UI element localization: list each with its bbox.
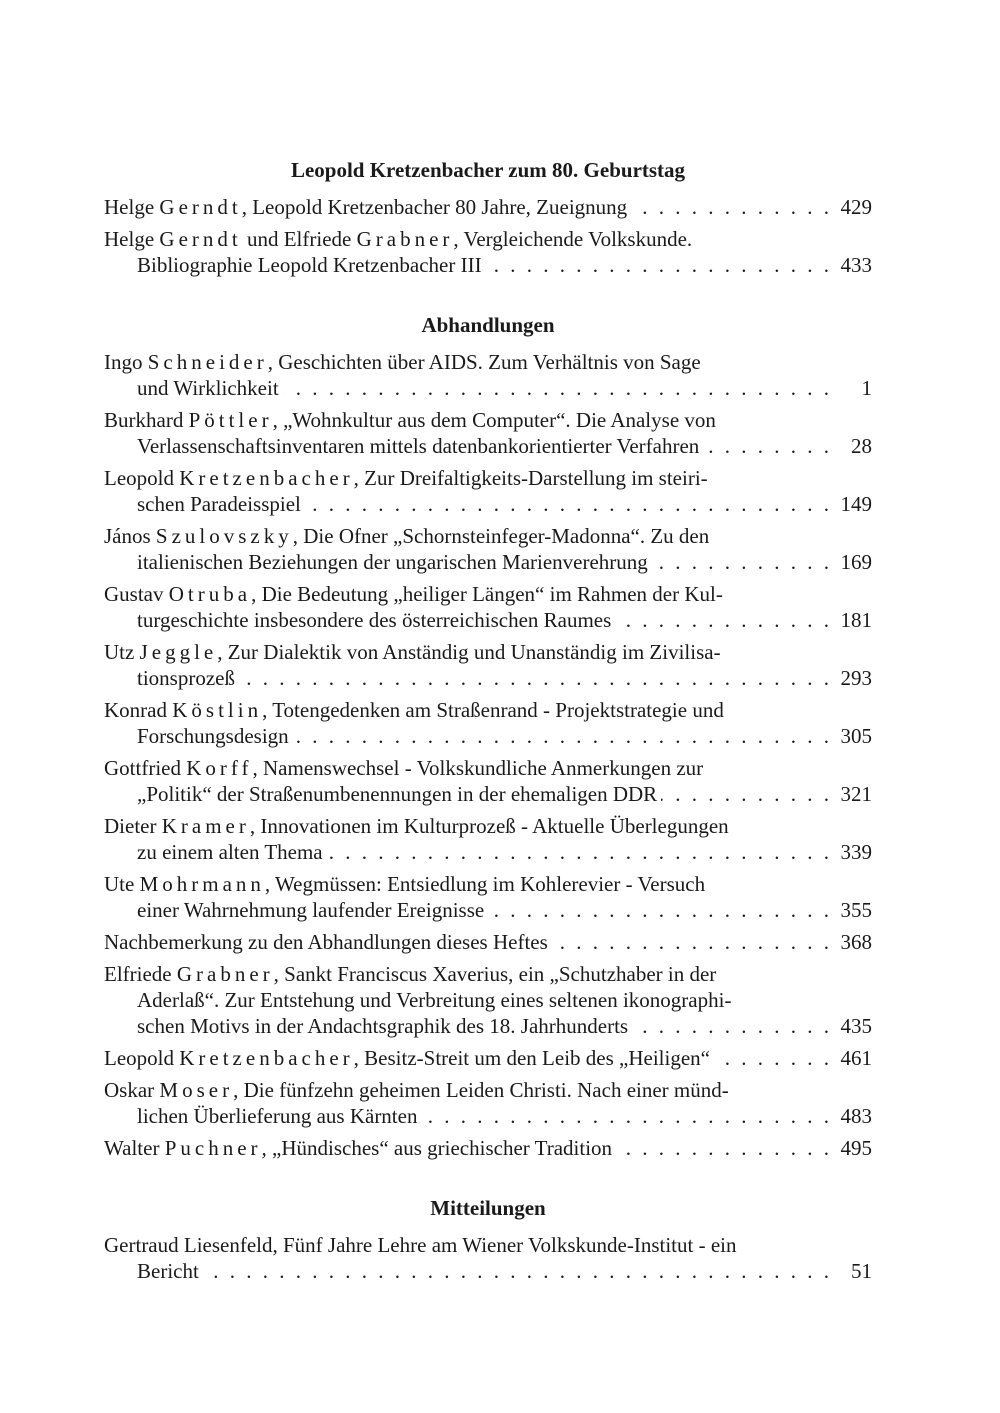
entry-line [104, 1135, 872, 1161]
dot-leader [488, 897, 832, 923]
entry-text [104, 755, 703, 781]
author-first-name: Ute [104, 872, 135, 896]
entry-text [104, 226, 692, 252]
author-surname: Gerndt [159, 227, 242, 251]
entry-line [104, 697, 872, 723]
entry-text [137, 723, 289, 749]
author-surname: Pöttler [188, 408, 273, 432]
dot-leader [283, 375, 832, 401]
dot-leader [421, 1103, 832, 1129]
entry-title: zu einem alten Thema [137, 840, 323, 864]
entry-title: , Leopold Kretzenbacher 80 Jahre, Zueignung [241, 195, 628, 219]
entry-text [137, 549, 648, 575]
entry-text [104, 813, 729, 839]
author-surname: Szulovszky [155, 524, 293, 548]
author-first-name: Dieter [104, 814, 157, 838]
toc-entry [104, 639, 872, 691]
author-surname: Moser [159, 1078, 234, 1102]
entry-line [104, 1258, 872, 1284]
entry-line [104, 1045, 872, 1071]
entry-title: , „Hündisches“ aus griechischer Tradition [261, 1136, 613, 1160]
dot-leader [661, 781, 832, 807]
entry-line [104, 433, 872, 459]
entry-title: , Innovationen im Kulturprozeß - Aktuelle Überlegungen [249, 814, 729, 838]
page-number: 1 [861, 376, 872, 400]
entry-line [104, 549, 872, 575]
author-first-name: Leopold [104, 466, 174, 490]
entry-title: , „Wohnkultur aus dem Computer“. Die Analyse von [272, 408, 716, 432]
dot-leader [632, 1013, 832, 1039]
toc-entry [104, 697, 872, 749]
toc-entry [104, 226, 872, 278]
entry-text [104, 407, 716, 433]
page-number: 461 [840, 1046, 872, 1070]
entry-title: , Die fünfzehn geheimen Leiden Christi. Nach einer münd- [233, 1078, 729, 1102]
page-number: 169 [840, 550, 872, 574]
toc-entry [104, 1232, 872, 1284]
author-surname: Kramer [161, 814, 250, 838]
author-first-name: Konrad [104, 698, 167, 722]
author-first-name: Burkhard [104, 408, 184, 432]
entry-text [137, 1013, 628, 1039]
entry-text [104, 697, 724, 723]
entry-text [104, 871, 705, 897]
dot-leader [714, 1045, 832, 1071]
entry-text [137, 897, 484, 923]
page-number: 149 [840, 492, 872, 516]
page-number: 321 [840, 782, 872, 806]
entry-text [137, 1258, 199, 1284]
entry-title: , Zur Dialektik von Anständig und Unanständig im Zivilisa- [217, 640, 721, 664]
entry-text [104, 465, 708, 491]
entry-line [104, 781, 872, 807]
entry-title: Bibliographie Leopold Kretzenbacher III [137, 253, 482, 277]
author-surname: Schneider [147, 350, 268, 374]
entry-line [104, 755, 872, 781]
entry-text [104, 639, 721, 665]
dot-leader [552, 929, 832, 955]
author-first-name: Elfriede [104, 962, 172, 986]
entry-text [104, 1232, 736, 1258]
page-number: 293 [840, 666, 872, 690]
entry-text [104, 1045, 710, 1071]
page-number: 305 [840, 724, 872, 748]
toc-entry [104, 465, 872, 517]
entry-title: , Sankt Franciscus Xaverius, ein „Schutzhaber in der [273, 962, 717, 986]
page-number: 339 [840, 840, 872, 864]
entry-title: italienischen Beziehungen der ungarischen Marienverehrung [137, 550, 648, 574]
entry-text [137, 375, 279, 401]
entry-line [104, 252, 872, 278]
entry-title: einer Wahrnehmung laufender Ereignisse [137, 898, 485, 922]
entry-line [104, 665, 872, 691]
entry-line [104, 581, 872, 607]
toc-entry [104, 929, 872, 955]
entry-title: Nachbemerkung zu den Abhandlungen dieses Heftes [104, 930, 548, 954]
author-surname: Puchner [164, 1136, 262, 1160]
author-first-name: Helge [104, 227, 155, 251]
entry-title: Forschungsdesign [137, 724, 289, 748]
author-surname: Grabner [176, 962, 274, 986]
section-heading: Mitteilungen [430, 1196, 546, 1220]
entry-title: , Vergleichende Volkskunde. [453, 227, 693, 251]
toc-entry [104, 523, 872, 575]
entry-title: und Wirklichkeit [137, 376, 279, 400]
author-surname: Korff [186, 756, 253, 780]
dot-leader [293, 723, 832, 749]
entry-line [104, 639, 872, 665]
page-number: 429 [840, 195, 872, 219]
dot-leader [631, 194, 832, 220]
entry-text [104, 1135, 612, 1161]
author-surname: Mohrmann [139, 872, 265, 896]
entry-title: lichen Überlieferung aus Kärnten [137, 1104, 418, 1128]
toc-section [104, 157, 872, 278]
section-heading: Abhandlungen [421, 313, 555, 337]
author-surname: Kretzenbacher [179, 466, 354, 490]
page-number: 28 [851, 434, 872, 458]
entry-line [104, 929, 872, 955]
page-number: 435 [840, 1014, 872, 1038]
entry-title: , Geschichten über AIDS. Zum Verhältnis von Sage [267, 350, 701, 374]
entry-title: schen Motivs in der Andachtsgraphik des 18. Jahrhunderts [137, 1014, 629, 1038]
entry-title: , Namenswechsel - Volkskundliche Anmerkungen zur [252, 756, 704, 780]
entry-line [104, 407, 872, 433]
entry-line [104, 723, 872, 749]
entry-text [137, 781, 657, 807]
entry-text [137, 987, 731, 1013]
entry-text [104, 194, 627, 220]
author-first-name: Gottfried [104, 756, 181, 780]
author-first-name: Ingo [104, 350, 143, 374]
toc-entry [104, 1045, 872, 1071]
entry-text [104, 523, 709, 549]
dot-leader [703, 433, 832, 459]
entry-line [104, 465, 872, 491]
page-number: 433 [840, 253, 872, 277]
entry-line [104, 871, 872, 897]
toc-entry [104, 755, 872, 807]
entry-line [104, 1232, 872, 1258]
author-first-name: János [104, 524, 151, 548]
entry-line [104, 375, 872, 401]
entry-text [137, 1103, 417, 1129]
entry-text [137, 433, 699, 459]
dot-leader [327, 839, 832, 865]
entry-title: Verlassenschaftsinventaren mittels datenbankorientierter Verfahren [137, 434, 700, 458]
entry-line [104, 1077, 872, 1103]
toc-entry [104, 813, 872, 865]
page-number: 483 [840, 1104, 872, 1128]
toc-section [104, 1195, 872, 1284]
author-first-name: Walter [104, 1136, 160, 1160]
entry-text [104, 349, 701, 375]
toc-entry [104, 407, 872, 459]
entry-text [137, 665, 235, 691]
dot-leader [239, 665, 832, 691]
entry-title: Aderlaß“. Zur Entstehung und Verbreitung eines seltenen ikonographi- [137, 988, 732, 1012]
entry-title: , Besitz-Streit um den Leib des „Heiligen“ [353, 1046, 710, 1070]
author-surname: Köstlin [172, 698, 263, 722]
entry-text [137, 607, 611, 633]
toc-section [104, 312, 872, 1161]
table-of-contents [104, 157, 872, 1318]
author-surname: Otruba [168, 582, 252, 606]
author-first-name: Oskar [104, 1078, 155, 1102]
dot-leader [305, 491, 832, 517]
toc-entry [104, 194, 872, 220]
author-first-name: Helge [104, 195, 155, 219]
author-surname: Kretzenbacher [179, 1046, 354, 1070]
entry-line [104, 987, 872, 1013]
page-number: 495 [840, 1136, 872, 1160]
entry-title: , Zur Dreifaltigkeits-Darstellung im steiri- [353, 466, 708, 490]
dot-leader [652, 549, 832, 575]
author-first-name: Gustav [104, 582, 164, 606]
section-heading: Leopold Kretzenbacher zum 80. Geburtstag [290, 158, 686, 182]
entry-title: Gertraud Liesenfeld, Fünf Jahre Lehre am Wiener Volkskunde-Institut - ein [104, 1233, 737, 1257]
entry-line [104, 897, 872, 923]
dot-leader [616, 1135, 832, 1161]
author-first-name: Leopold [104, 1046, 174, 1070]
entry-text [104, 1077, 729, 1103]
page-number: 51 [851, 1259, 872, 1283]
entry-line [104, 607, 872, 633]
author-surname: Grabner [356, 227, 454, 251]
entry-title: tionsprozeß [137, 666, 235, 690]
entry-text [137, 491, 301, 517]
entry-line [104, 1103, 872, 1129]
entry-text [137, 839, 323, 865]
entry-text [104, 581, 723, 607]
author-surname: Gerndt [159, 195, 242, 219]
entry-line [104, 523, 872, 549]
toc-entry [104, 349, 872, 401]
entry-title: „Politik“ der Straßenumbenennungen in der ehemaligen DDR [137, 782, 658, 806]
entry-title: Bericht [137, 1259, 199, 1283]
entry-title: , Die Bedeutung „heiliger Längen“ im Rahmen der Kul- [251, 582, 723, 606]
entry-title: schen Paradeisspiel [137, 492, 301, 516]
entry-text [104, 961, 716, 987]
entry-line [104, 813, 872, 839]
toc-entry [104, 1077, 872, 1129]
entry-line [104, 839, 872, 865]
entry-text [137, 252, 482, 278]
page-number: 368 [840, 930, 872, 954]
entry-title: , Die Ofner „Schornsteinfeger-Madonna“. Zu den [292, 524, 710, 548]
toc-entry [104, 961, 872, 1039]
entry-text [104, 929, 548, 955]
page-number: 181 [840, 608, 872, 632]
entry-line [104, 194, 872, 220]
entry-line [104, 226, 872, 252]
entry-title: , Wegmüssen: Entsiedlung im Kohlerevier - Versuch [264, 872, 706, 896]
toc-entry [104, 1135, 872, 1161]
entry-line [104, 961, 872, 987]
entry-title: turgeschichte insbesondere des österreichischen Raumes [137, 608, 612, 632]
entry-connector: und Elfriede [241, 227, 357, 251]
toc-entry [104, 581, 872, 633]
dot-leader [615, 607, 832, 633]
entry-line [104, 491, 872, 517]
entry-line [104, 1013, 872, 1039]
entry-line [104, 349, 872, 375]
dot-leader [486, 252, 832, 278]
author-surname: Jeggle [139, 640, 218, 664]
page-number: 355 [840, 898, 872, 922]
dot-leader [203, 1258, 832, 1284]
author-first-name: Utz [104, 640, 135, 664]
entry-title: , Totengedenken am Straßenrand - Projektstrategie und [262, 698, 724, 722]
toc-entry [104, 871, 872, 923]
